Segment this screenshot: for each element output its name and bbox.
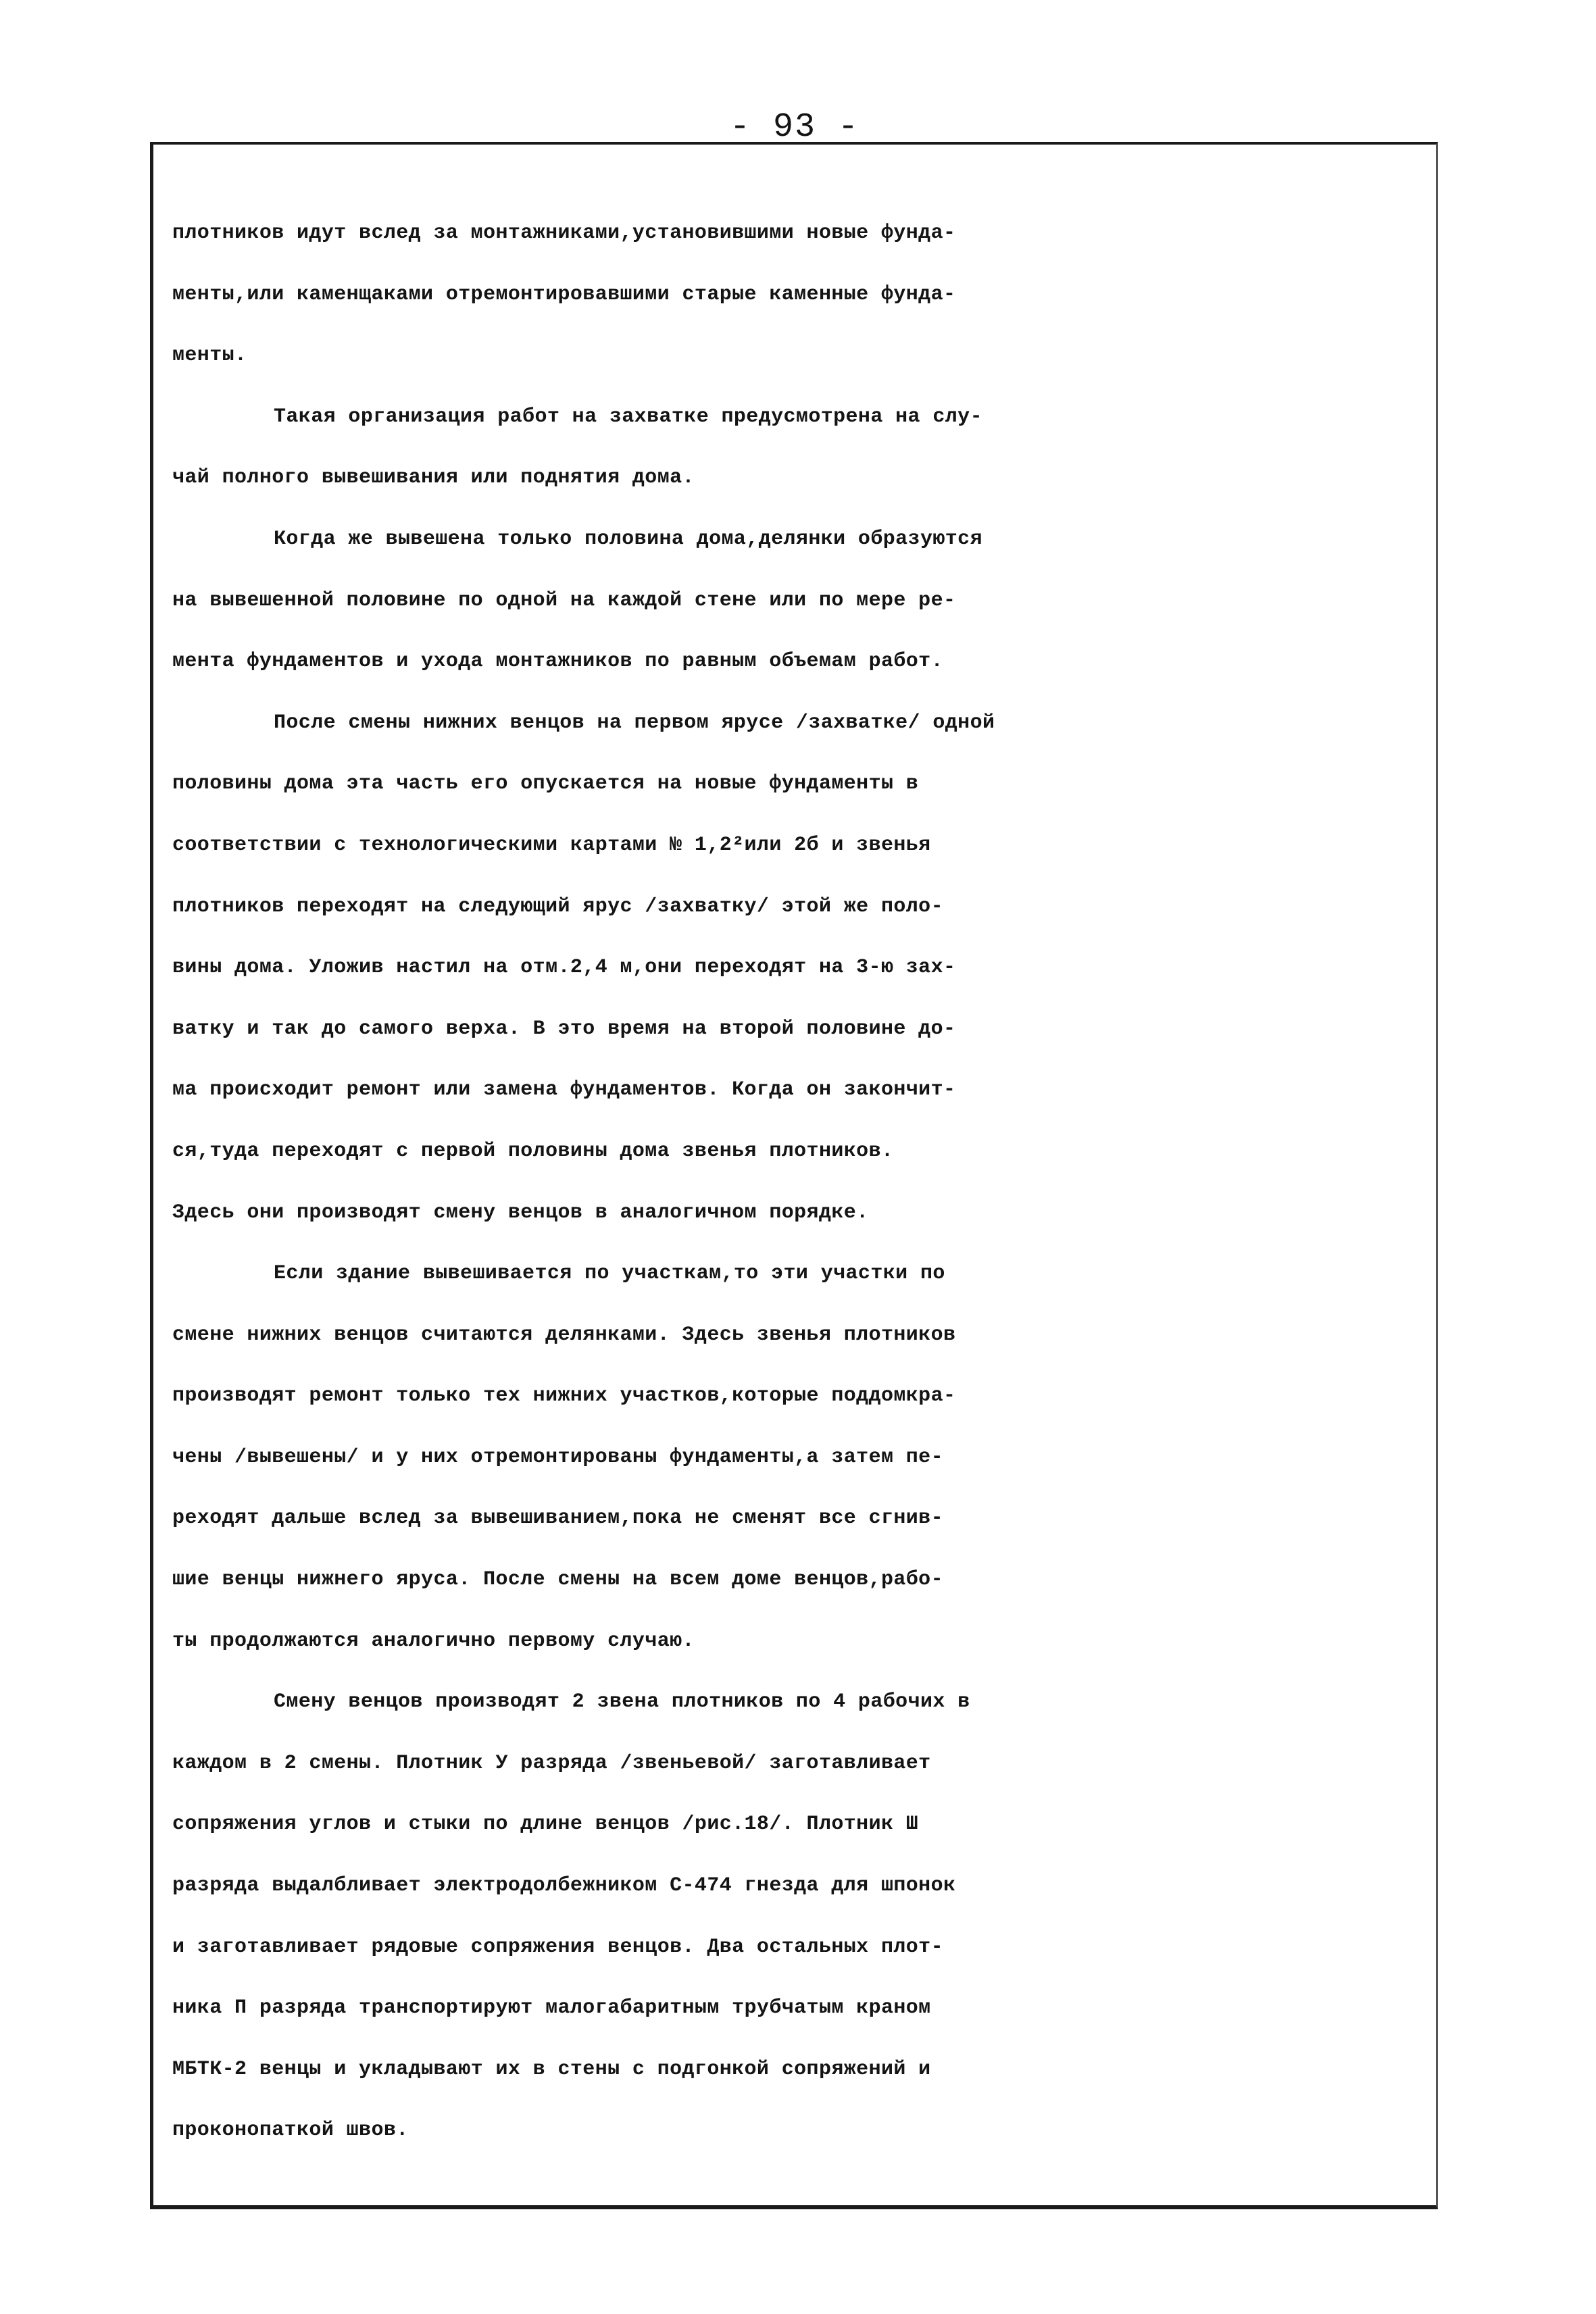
text-line: чены /вывешены/ и у них отремонтированы фундаменты,а затем пе- <box>172 1445 943 1469</box>
text-line: каждом в 2 смены. Плотник У разряда /звеньевой/ заготавливает <box>172 1751 931 1775</box>
text-line: ты продолжаются аналогично первому случаю. <box>172 1629 695 1653</box>
text-line: менты,или каменщаками отремонтировавшими старые каменные фунда- <box>172 282 956 306</box>
text-line: на вывешенной половине по одной на каждой стене или по мере ре- <box>172 588 956 612</box>
text-line: ника П разряда транспортируют малогабаритным трубчатым краном <box>172 1996 931 2020</box>
text-line: разряда выдалбливает электродолбежником С-474 гнезда для шпонок <box>172 1874 956 1898</box>
text-line: Здесь они производят смену венцов в аналогичном порядке. <box>172 1201 869 1224</box>
text-line: ся,туда переходят с первой половины дома звенья плотников. <box>172 1139 894 1163</box>
text-line: вины дома. Уложив настил на отм.2,4 м,они переходят на 3-ю зах- <box>172 956 956 980</box>
text-line: ма происходит ремонт или замена фундаментов. Когда он закончит- <box>172 1078 956 1102</box>
text-line: После смены нижних венцов на первом ярусе /захватке/ одной <box>274 711 995 734</box>
text-line: проконопаткой швов. <box>172 2119 409 2142</box>
text-line: ватку и так до самого верха. В это время на второй половине до- <box>172 1017 956 1040</box>
text-line: плотников идут вслед за монтажниками,установившими новые фунда- <box>172 222 956 245</box>
text-line: мента фундаментов и ухода монтажников по равным объемам работ. <box>172 650 943 674</box>
text-line: Когда же вывешена только половина дома,делянки образуются <box>274 527 982 551</box>
text-line: половины дома эта часть его опускается на новые фундаменты в <box>172 772 919 796</box>
text-line: и заготавливает рядовые сопряжения венцов. Два остальных плот- <box>172 1935 943 1959</box>
text-line: МБТК-2 венцы и укладывают их в стены с подгонкой сопряжений и <box>172 2057 931 2081</box>
text-line: смене нижних венцов считаются делянками. Здесь звенья плотников <box>172 1323 956 1347</box>
text-line: шие венцы нижнего яруса. После смены на всем доме венцов,рабо- <box>172 1568 943 1592</box>
text-line: реходят дальше вслед за вывешиванием,пока не сменят все сгнив- <box>172 1507 943 1530</box>
text-line: Если здание вывешивается по участкам,то эти участки по <box>274 1262 945 1286</box>
text-line: менты. <box>172 344 247 368</box>
text-line: сопряжения углов и стыки по длине венцов /рис.18/. Плотник Ш <box>172 1813 919 1836</box>
text-line: Смену венцов производят 2 звена плотников по 4 рабочих в <box>274 1690 970 1714</box>
page-number: - 93 - <box>730 108 860 147</box>
text-line: соответствии с технологическими картами № 1,2²или 2б и звенья <box>172 833 931 857</box>
text-line: производят ремонт только тех нижних участков,которые поддомкра- <box>172 1384 956 1408</box>
text-line: плотников переходят на следующий ярус /захватку/ этой же поло- <box>172 895 943 918</box>
text-line: Такая организация работ на захватке предусмотрена на слу- <box>274 405 982 428</box>
document-body <box>172 203 1429 2161</box>
text-line: чай полного вывешивания или поднятия дома. <box>172 466 695 490</box>
